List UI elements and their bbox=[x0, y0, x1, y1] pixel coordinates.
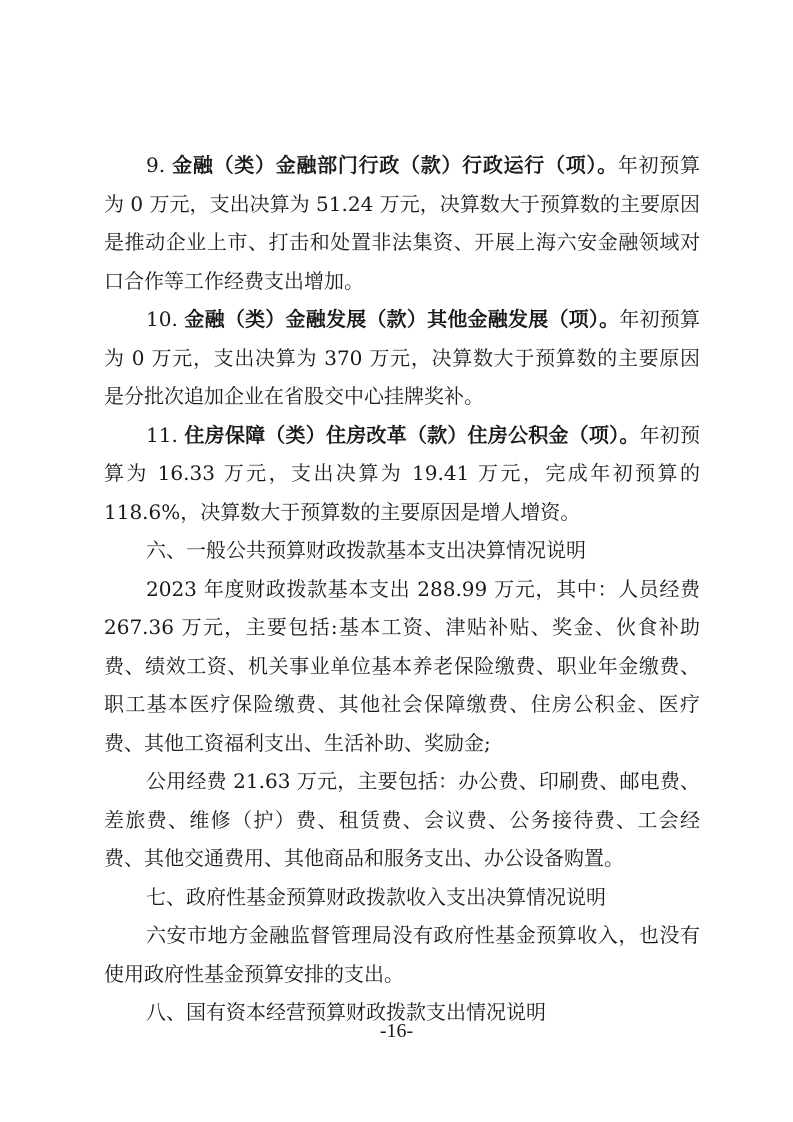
item-10-title: 金融（类）金融发展（款）其他金融发展（项）。 bbox=[184, 307, 620, 331]
item-11 bbox=[104, 416, 700, 532]
item-9 bbox=[104, 146, 700, 300]
section-6-paragraph-1: 2023 年度财政拨款基本支出 288.99 万元，其中：人员经费 267.36 万元，主要包括:基本工资、津贴补贴、奖金、伙食补助费、绩效工资、机关事业单位基本养老保险缴费、职业年金缴费、职工基本医疗保险缴费、其他社会保障缴费、住房公积金、医疗费、其他工资福利支出、生活补助、奖励金; bbox=[104, 576, 700, 755]
item-11-title: 住房保障（类）住房改革（款）住房公积金（项）。 bbox=[184, 422, 640, 447]
document-page bbox=[104, 146, 700, 1032]
item-9-title: 金融（类）金融部门行政（款）行政运行（项）。 bbox=[172, 153, 618, 177]
section-6-paragraph-2: 公用经费 21.63 万元，主要包括：办公费、印刷费、邮电费、差旅费、维修（护）费、租赁费、会议费、公务接待费、工会经费、其他交通费用、其他商品和服务支出、办公设备购置。 bbox=[104, 769, 700, 870]
section-7-heading: 七、政府性基金预算财政拨款收入支出决算情况说明 bbox=[146, 884, 606, 909]
item-10-body: 年初预算为 0 万元，支出决算为 370 万元，决算数大于预算数的主要原因是分批次追加企业在省股交中心挂牌奖补。 bbox=[104, 307, 701, 408]
item-9-body: 年初预算为 0 万元，支出决算为 51.24 万元，决算数大于预算数的主要原因是推动企业上市、打击和处置非法集资、开展上海六安金融领域对口合作等工作经费支出增加。 bbox=[104, 153, 701, 293]
section-6-heading: 六、一般公共预算财政拨款基本支出决算情况说明 bbox=[146, 538, 586, 562]
section-8-heading: 八、国有资本经营预算财政拨款支出情况说明 bbox=[146, 1000, 546, 1024]
item-11-number: 11. bbox=[146, 422, 178, 447]
item-11-body: 年初预算为 16.33 万元，支出决算为 19.41 万元，完成年初预算的 118.6%，决算数大于预算数的主要原因是增人增资。 bbox=[104, 422, 701, 524]
section-7-paragraph: 六安市地方金融监督管理局没有政府性基金预算收入，也没有使用政府性基金预算安排的支出。 bbox=[104, 923, 700, 986]
item-9-number: 9. bbox=[146, 153, 166, 177]
item-10-number: 10. bbox=[146, 307, 178, 331]
item-10 bbox=[104, 300, 700, 416]
page-number: -16- bbox=[379, 1020, 414, 1042]
